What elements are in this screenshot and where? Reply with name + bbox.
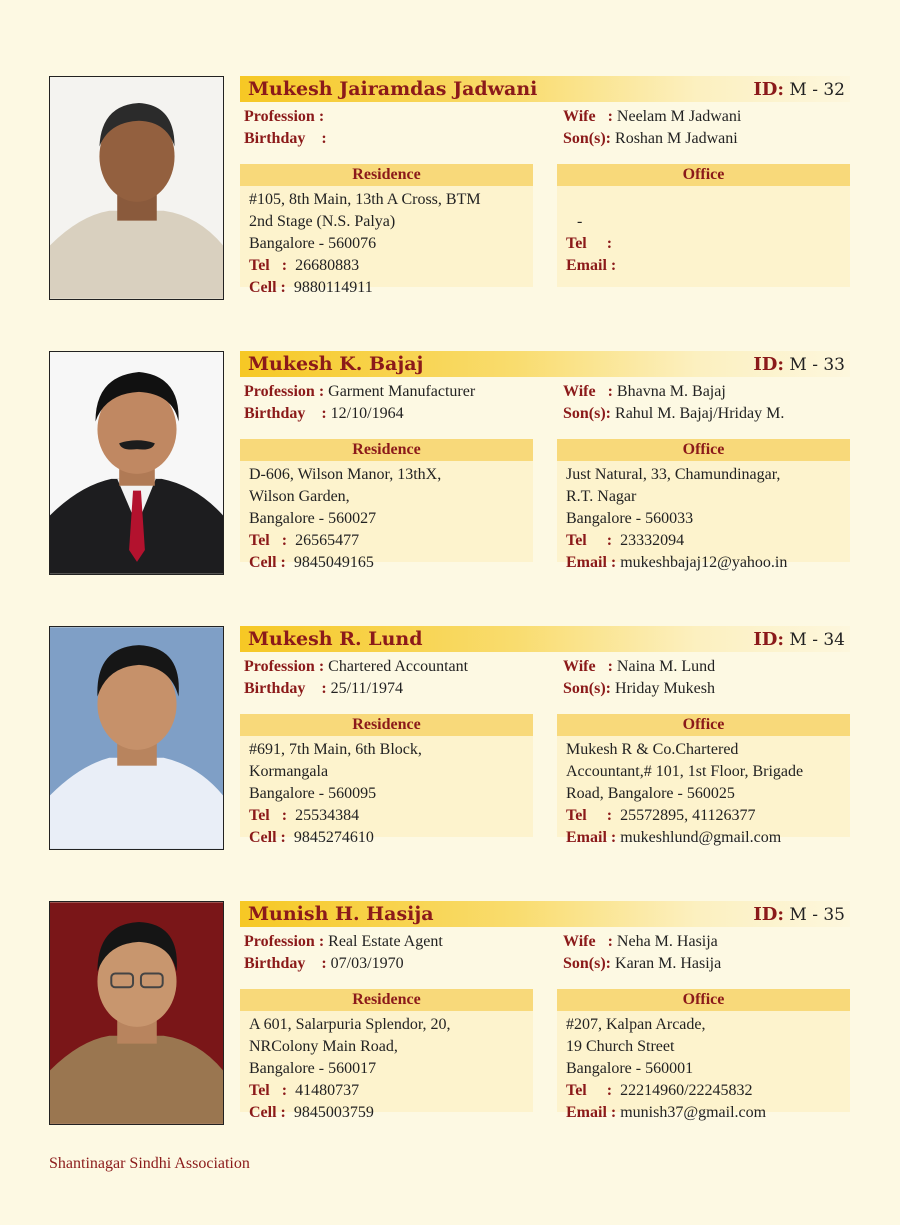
- tel-label: Tel: [566, 235, 587, 252]
- office-box: [557, 164, 850, 287]
- residence-tel: [249, 532, 359, 550]
- residence-tel: [249, 257, 359, 275]
- office-box: [557, 989, 850, 1121]
- wife-colon: :: [607, 383, 613, 400]
- office-line: Bangalore - 560033: [566, 510, 694, 527]
- sons-row: [563, 405, 784, 423]
- profession-row: [244, 658, 468, 676]
- residence-box: [240, 989, 533, 1121]
- sons-value: Hriday Mukesh: [615, 680, 715, 697]
- member-entry: [0, 76, 900, 306]
- profession-value: Real Estate Agent: [328, 933, 443, 950]
- residence-cell: [249, 554, 374, 572]
- residence-heading: Residence: [240, 439, 533, 461]
- residence-line: #691, 7th Main, 6th Block,: [249, 741, 422, 758]
- residence-cell: [249, 1104, 374, 1122]
- office-line: R.T. Nagar: [566, 488, 637, 505]
- office-heading: Office: [557, 714, 850, 736]
- tel-label: Tel: [249, 257, 270, 274]
- id-value: M - 34: [789, 630, 845, 650]
- tel-label: Tel: [249, 1082, 270, 1099]
- office-line: Just Natural, 33, Chamundinagar,: [566, 466, 781, 483]
- office-email: [566, 257, 616, 275]
- residence-heading: Residence: [240, 714, 533, 736]
- birthday-colon: :: [321, 680, 327, 697]
- tel-value: 26565477: [295, 532, 360, 549]
- birthday-colon: :: [321, 955, 327, 972]
- member-entry: [0, 351, 900, 581]
- birthday-row: [244, 680, 403, 698]
- office-box: [557, 714, 850, 846]
- office-line: Mukesh R & Co.Chartered: [566, 741, 739, 758]
- office-email: [566, 554, 787, 572]
- office-line: Bangalore - 560001: [566, 1060, 694, 1077]
- birthday-value: 12/10/1964: [330, 405, 404, 422]
- id-label: ID:: [753, 629, 784, 650]
- office-tel: [566, 532, 684, 550]
- birthday-value: 07/03/1970: [330, 955, 404, 972]
- email-label: Email :: [566, 829, 617, 846]
- cell-label: Cell :: [249, 829, 286, 846]
- birthday-colon: :: [321, 130, 327, 147]
- residence-line: Kormangala: [249, 763, 329, 780]
- residence-line: A 601, Salarpuria Splendor, 20,: [249, 1016, 451, 1033]
- office-email: [566, 829, 781, 847]
- sons-row: [563, 680, 715, 698]
- member-photo: [49, 626, 224, 850]
- wife-colon: :: [607, 933, 613, 950]
- member-photo: [49, 901, 224, 1125]
- sons-value: Karan M. Hasija: [615, 955, 722, 972]
- office-tel: [566, 1082, 753, 1100]
- wife-label: Wife: [563, 933, 596, 950]
- residence-heading: Residence: [240, 164, 533, 186]
- office-line: 19 Church Street: [566, 1038, 675, 1055]
- office-tel: [566, 235, 616, 253]
- office-line: #207, Kalpan Arcade,: [566, 1016, 706, 1033]
- id-value: M - 35: [789, 905, 845, 925]
- member-id: [753, 629, 845, 650]
- birthday-label: Birthday: [244, 130, 306, 147]
- birthday-value: 25/11/1974: [330, 680, 403, 697]
- profession-value: Chartered Accountant: [328, 658, 469, 675]
- tel-value: 22214960/22245832: [620, 1082, 753, 1099]
- profession-label: Profession :: [244, 658, 325, 675]
- email-value: mukeshlund@gmail.com: [620, 829, 782, 846]
- profession-label: Profession :: [244, 933, 325, 950]
- footer-association-name: Shantinagar Sindhi Association: [49, 1155, 250, 1172]
- birthday-row: [244, 955, 404, 973]
- wife-value: Naina M. Lund: [616, 658, 716, 675]
- id-label: ID:: [753, 79, 784, 100]
- residence-box: [240, 439, 533, 571]
- wife-row: [563, 658, 715, 676]
- name-bar: [240, 351, 850, 377]
- member-id: [753, 354, 845, 375]
- wife-colon: :: [607, 658, 613, 675]
- office-box: [557, 439, 850, 571]
- tel-colon: :: [606, 532, 613, 549]
- cell-value: 9880114911: [293, 279, 373, 296]
- member-entry: [0, 901, 900, 1131]
- birthday-row: [244, 130, 327, 148]
- id-label: ID:: [753, 904, 784, 925]
- tel-colon: :: [606, 235, 613, 252]
- email-label: Email :: [566, 554, 617, 571]
- tel-value: 41480737: [295, 1082, 360, 1099]
- residence-line: Bangalore - 560027: [249, 510, 377, 527]
- office-heading: Office: [557, 439, 850, 461]
- residence-line: #105, 8th Main, 13th A Cross, BTM: [249, 191, 481, 208]
- member-id: [753, 79, 845, 100]
- email-label: Email :: [566, 257, 617, 274]
- tel-label: Tel: [566, 1082, 587, 1099]
- cell-value: 9845274610: [293, 829, 374, 846]
- office-heading: Office: [557, 989, 850, 1011]
- cell-value: 9845003759: [293, 1104, 374, 1121]
- tel-label: Tel: [249, 807, 270, 824]
- sons-label: Son(s):: [563, 130, 612, 147]
- profession-label: Profession :: [244, 383, 325, 400]
- wife-colon: :: [607, 108, 613, 125]
- wife-row: [563, 108, 741, 126]
- tel-colon: :: [281, 257, 288, 274]
- birthday-row: [244, 405, 404, 423]
- profession-label: Profession :: [244, 108, 325, 125]
- office-line: Accountant,# 101, 1st Floor, Brigade: [566, 763, 804, 780]
- tel-colon: :: [281, 532, 288, 549]
- sons-label: Son(s):: [563, 405, 612, 422]
- tel-value: 23332094: [620, 532, 685, 549]
- sons-value: Roshan M Jadwani: [615, 130, 738, 147]
- residence-box: [240, 164, 533, 296]
- residence-tel: [249, 1082, 359, 1100]
- residence-heading: Residence: [240, 989, 533, 1011]
- tel-value: 26680883: [295, 257, 360, 274]
- profession-row: [244, 933, 443, 951]
- office-line: -: [577, 213, 583, 230]
- email-value: mukeshbajaj12@yahoo.in: [620, 554, 788, 571]
- wife-value: Bhavna M. Bajaj: [616, 383, 726, 400]
- sons-value: Rahul M. Bajaj/Hriday M.: [615, 405, 785, 422]
- profession-value: Garment Manufacturer: [328, 383, 476, 400]
- residence-tel: [249, 807, 359, 825]
- wife-label: Wife: [563, 658, 596, 675]
- profession-row: [244, 383, 475, 401]
- person-photo-icon: [50, 902, 223, 1124]
- residence-line: Bangalore - 560095: [249, 785, 377, 802]
- member-name: Mukesh K. Bajaj: [248, 353, 424, 375]
- profession-row: [244, 108, 324, 126]
- id-label: ID:: [753, 354, 784, 375]
- sons-label: Son(s):: [563, 680, 612, 697]
- cell-label: Cell :: [249, 279, 286, 296]
- residence-line: D-606, Wilson Manor, 13thX,: [249, 466, 442, 483]
- wife-value: Neha M. Hasija: [616, 933, 718, 950]
- residence-cell: [249, 279, 373, 297]
- id-value: M - 32: [789, 80, 845, 100]
- residence-line: Bangalore - 560017: [249, 1060, 377, 1077]
- member-photo: [49, 76, 224, 300]
- sons-row: [563, 955, 721, 973]
- residence-line: Bangalore - 560076: [249, 235, 377, 252]
- tel-label: Tel: [249, 532, 270, 549]
- birthday-label: Birthday: [244, 955, 306, 972]
- person-photo-icon: [50, 352, 223, 574]
- residence-line: Wilson Garden,: [249, 488, 350, 505]
- residence-box: [240, 714, 533, 846]
- member-name: Mukesh R. Lund: [248, 628, 423, 650]
- wife-row: [563, 383, 726, 401]
- cell-value: 9845049165: [293, 554, 374, 571]
- email-value: munish37@gmail.com: [620, 1104, 767, 1121]
- tel-value: 25572895, 41126377: [620, 807, 756, 824]
- member-name: Munish H. Hasija: [248, 903, 434, 925]
- member-id: [753, 904, 845, 925]
- cell-label: Cell :: [249, 554, 286, 571]
- tel-colon: :: [606, 807, 613, 824]
- tel-value: 25534384: [295, 807, 360, 824]
- birthday-label: Birthday: [244, 680, 306, 697]
- tel-label: Tel: [566, 807, 587, 824]
- member-name: Mukesh Jairamdas Jadwani: [248, 78, 538, 100]
- office-tel: [566, 807, 755, 825]
- id-value: M - 33: [789, 355, 845, 375]
- cell-label: Cell :: [249, 1104, 286, 1121]
- name-bar: [240, 76, 850, 102]
- member-entry: [0, 626, 900, 856]
- wife-label: Wife: [563, 383, 596, 400]
- residence-line: NRColony Main Road,: [249, 1038, 398, 1055]
- person-photo-icon: [50, 627, 223, 849]
- name-bar: [240, 901, 850, 927]
- tel-colon: :: [281, 807, 288, 824]
- person-photo-icon: [50, 77, 223, 299]
- tel-colon: :: [281, 1082, 288, 1099]
- wife-row: [563, 933, 718, 951]
- sons-label: Son(s):: [563, 955, 612, 972]
- name-bar: [240, 626, 850, 652]
- birthday-label: Birthday: [244, 405, 306, 422]
- office-heading: Office: [557, 164, 850, 186]
- sons-row: [563, 130, 738, 148]
- residence-line: 2nd Stage (N.S. Palya): [249, 213, 396, 230]
- email-label: Email :: [566, 1104, 617, 1121]
- office-line: Road, Bangalore - 560025: [566, 785, 735, 802]
- member-photo: [49, 351, 224, 575]
- tel-colon: :: [606, 1082, 613, 1099]
- residence-cell: [249, 829, 374, 847]
- tel-label: Tel: [566, 532, 587, 549]
- birthday-colon: :: [321, 405, 327, 422]
- wife-label: Wife: [563, 108, 596, 125]
- office-email: [566, 1104, 766, 1122]
- wife-value: Neelam M Jadwani: [616, 108, 742, 125]
